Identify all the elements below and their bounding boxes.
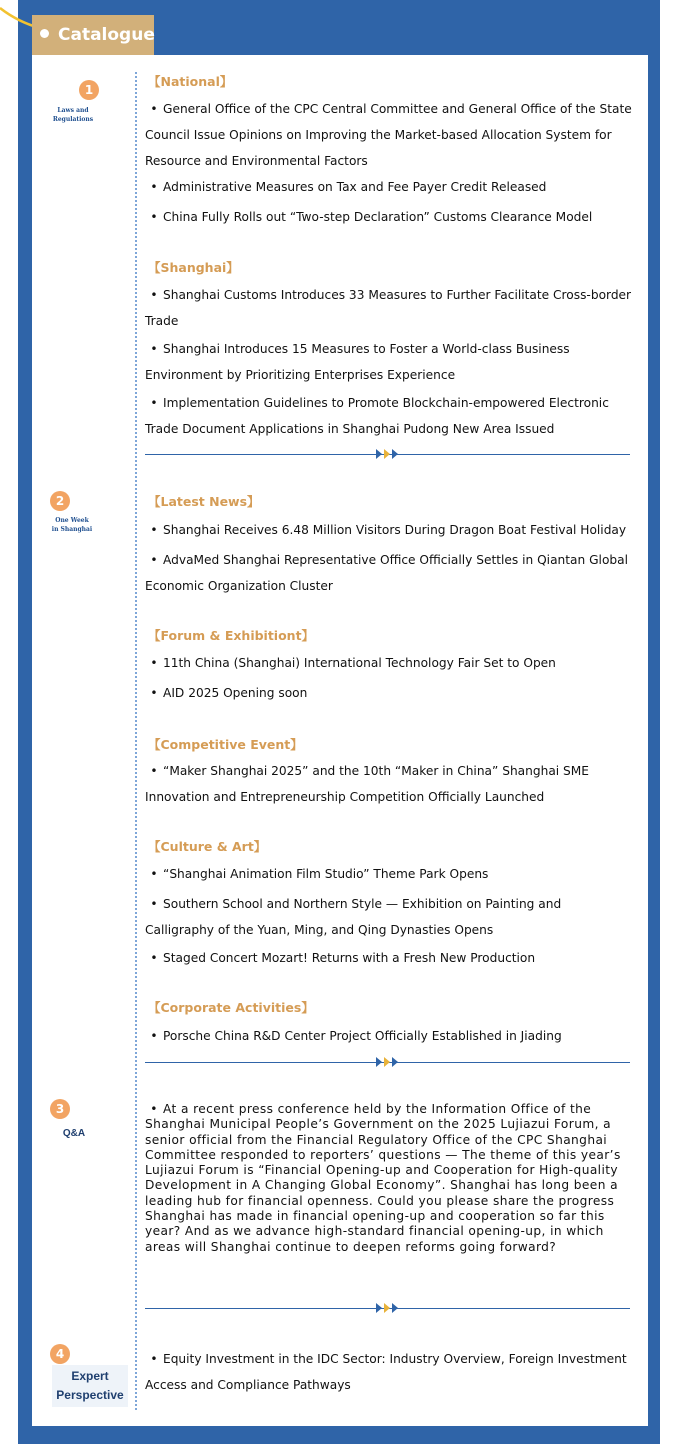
heading-national: 【National】 xyxy=(148,74,233,89)
bullet-icon: • xyxy=(150,396,158,410)
item-text: 11th China (Shanghai) International Technology Fair Set to Open xyxy=(163,656,556,670)
list-item[interactable] xyxy=(145,1346,632,1398)
qa-paragraph[interactable] xyxy=(145,1102,632,1255)
section-label-line: Perspective xyxy=(56,1388,124,1402)
bullet-icon: • xyxy=(150,867,158,881)
bullet-icon: • xyxy=(150,553,158,567)
bullet-icon: • xyxy=(150,764,158,778)
heading-competitive-event: 【Competitive Event】 xyxy=(148,737,303,752)
item-text: AdvaMed Shanghai Representative Office Officially Settles in Qiantan Global Economic Organization Cluster xyxy=(145,553,628,593)
heading-latest-news: 【Latest News】 xyxy=(148,494,260,509)
list-item[interactable] xyxy=(145,945,632,971)
list-item[interactable] xyxy=(145,282,632,334)
section-number-3: 3 xyxy=(50,1099,70,1119)
bullet-icon: • xyxy=(150,342,158,356)
catalogue-title: Catalogue xyxy=(58,25,155,45)
bullet-icon: • xyxy=(150,1029,158,1043)
tab-dot-icon xyxy=(40,29,49,38)
bullet-icon: • xyxy=(150,210,158,224)
bullet-icon: • xyxy=(150,897,158,911)
heading-forum: 【Forum & Exhibitiont】 xyxy=(148,628,315,643)
list-item[interactable] xyxy=(145,336,632,388)
item-text: Southern School and Northern Style — Exhibition on Painting and Calligraphy of the Yuan, Ming, and Qing Dynasties Opens xyxy=(145,897,562,937)
section-number-1: 1 xyxy=(79,80,99,100)
bullet-icon: • xyxy=(150,656,158,670)
section-label-line: Expert xyxy=(71,1369,109,1383)
list-item[interactable] xyxy=(145,680,632,706)
list-item[interactable] xyxy=(145,758,632,810)
section-label-line: in Shanghai xyxy=(51,526,93,533)
bullet-icon: • xyxy=(150,1352,158,1366)
item-text: General Office of the CPC Central Committee and General Office of the State Council Issue Opinions on Improving the Market-based Allocation System for Resource and Environmental Factors xyxy=(145,102,632,168)
item-text: “Shanghai Animation Film Studio” Theme Park Opens xyxy=(163,867,489,881)
item-text: Staged Concert Mozart! Returns with a Fresh New Production xyxy=(163,951,536,965)
bullet-icon: • xyxy=(150,951,158,965)
heading-shanghai: 【Shanghai】 xyxy=(148,260,239,275)
section-label-expert xyxy=(52,1367,128,1405)
item-text: Porsche China R&D Center Project Officially Established in Jiading xyxy=(163,1029,562,1043)
triple-arrow-icon xyxy=(374,449,404,459)
list-item[interactable] xyxy=(145,204,632,230)
qa-text: At a recent press conference held by the Information Office of the Shanghai Municipal People’s Government on the 2025 Lujiazui Forum, a senior official from the Financial Regulatory Office of the CPC Shanghai Committee responded to reporters’ questions — The theme of this year’s Lujiazui Forum is “Financial Opening-up and Cooperation for High-quality Development in A Changing Global Economy”. Shanghai has long been a leading hub for financial openness. Could you please share the progress Shanghai has made in financial opening-up and cooperation so far this year? And as we advance high-standard financial opening-up, in which areas will Shanghai continue to deepen reforms going forward? xyxy=(145,1102,621,1254)
triple-arrow-icon xyxy=(374,1303,404,1313)
list-item[interactable] xyxy=(145,517,632,543)
section-label-line: Laws and xyxy=(57,107,89,114)
item-text: China Fully Rolls out “Two-step Declaration” Customs Clearance Model xyxy=(163,210,593,224)
item-text: Implementation Guidelines to Promote Blockchain-empowered Electronic Trade Document Applications in Shanghai Pudong New Area Issued xyxy=(145,396,609,436)
list-item[interactable] xyxy=(145,96,632,174)
bullet-icon: • xyxy=(150,686,158,700)
item-text: Equity Investment in the IDC Sector: Industry Overview, Foreign Investment Access and Compliance Pathways xyxy=(145,1352,627,1392)
dotted-separator xyxy=(135,72,137,1410)
section-label-week xyxy=(46,516,98,534)
item-text: Administrative Measures on Tax and Fee Payer Credit Released xyxy=(163,180,547,194)
list-item[interactable] xyxy=(145,390,632,442)
bullet-icon: • xyxy=(150,180,158,194)
bullet-icon: • xyxy=(150,523,158,537)
section-label-line: One Week xyxy=(55,517,89,524)
list-item[interactable] xyxy=(145,1023,632,1049)
catalogue-tab xyxy=(32,15,154,55)
item-text: Shanghai Receives 6.48 Million Visitors During Dragon Boat Festival Holiday xyxy=(163,523,627,537)
bullet-icon: • xyxy=(150,1102,158,1116)
list-item[interactable] xyxy=(145,547,632,599)
triple-arrow-icon xyxy=(374,1057,404,1067)
heading-culture-art: 【Culture & Art】 xyxy=(148,839,267,854)
section-number-4: 4 xyxy=(50,1344,70,1364)
item-text: Shanghai Introduces 15 Measures to Foster a World-class Business Environment by Prioritizing Enterprises Experience xyxy=(145,342,570,382)
section-number-2: 2 xyxy=(50,491,70,511)
list-item[interactable] xyxy=(145,650,632,676)
list-item[interactable] xyxy=(145,891,632,943)
section-label-qa: Q&A xyxy=(62,1128,86,1139)
heading-corporate: 【Corporate Activities】 xyxy=(148,1000,314,1015)
item-text: AID 2025 Opening soon xyxy=(163,686,308,700)
section-label-line: Regulations xyxy=(52,116,94,123)
item-text: Shanghai Customs Introduces 33 Measures to Further Facilitate Cross-border Trade xyxy=(145,288,632,328)
list-item[interactable] xyxy=(145,861,632,887)
bullet-icon: • xyxy=(150,288,158,302)
section-label-laws xyxy=(48,106,98,124)
item-text: “Maker Shanghai 2025” and the 10th “Maker in China” Shanghai SME Innovation and Entrepreneurship Competition Officially Launched xyxy=(145,764,589,804)
bullet-icon: • xyxy=(150,102,158,116)
list-item[interactable] xyxy=(145,174,632,200)
